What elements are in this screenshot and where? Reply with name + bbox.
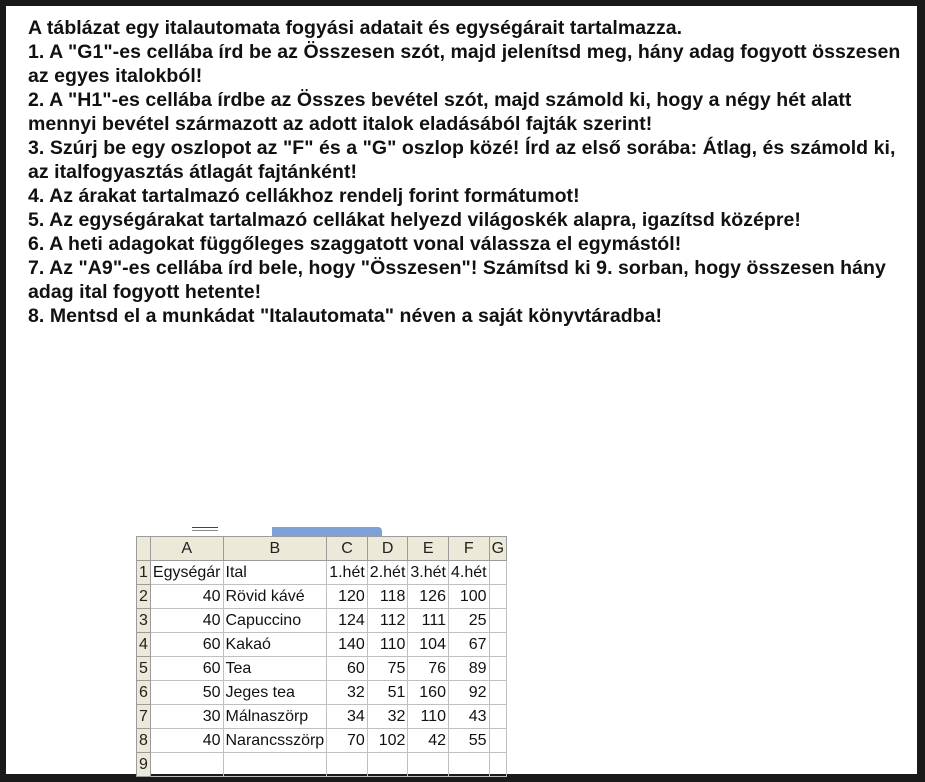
row-header[interactable]: 4	[137, 633, 151, 657]
cell-d6[interactable]: 51	[367, 681, 408, 705]
cell-f1[interactable]: 4.hét	[448, 561, 489, 585]
cell-f4[interactable]: 67	[448, 633, 489, 657]
cell-c4[interactable]: 140	[327, 633, 368, 657]
intro-text: A táblázat egy italautomata fogyási adatait és egységárait tartalmazza.	[28, 17, 683, 39]
table-row	[137, 561, 507, 585]
column-header-f[interactable]: F	[448, 537, 489, 561]
cell-d1[interactable]: 2.hét	[367, 561, 408, 585]
table-row	[137, 729, 507, 753]
cell-e5[interactable]: 76	[408, 657, 449, 681]
task-4: 4. Az árakat tartalmazó cellákhoz rendelj forint formátumot!	[28, 185, 580, 207]
row-header[interactable]: 8	[137, 729, 151, 753]
column-header-b[interactable]: B	[223, 537, 327, 561]
task-2: 2. A "H1"-es cellába írdbe az Összes bevétel szót, majd számold ki, hogy a négy hét alatt mennyi bevétel származott az adott italok eladásából fajták szerint!	[28, 89, 852, 135]
cell-b5[interactable]: Tea	[223, 657, 327, 681]
cell-a5[interactable]: 60	[150, 657, 223, 681]
cell-g4[interactable]	[489, 633, 506, 657]
cell-d4[interactable]: 110	[367, 633, 408, 657]
cell-c9[interactable]	[327, 753, 368, 777]
cell-g7[interactable]	[489, 705, 506, 729]
task-3: 3. Szúrj be egy oszlopot az "F" és a "G" oszlop közé! Írd az első sorába: Átlag, és számold ki, az italfogyasztás átlagát fajtánként!	[28, 137, 896, 183]
table-row	[137, 753, 507, 777]
cell-d9[interactable]	[367, 753, 408, 777]
cell-a7[interactable]: 30	[150, 705, 223, 729]
task-7: 7. Az "A9"-es cellába írd bele, hogy "Összesen"! Számítsd ki 9. sorban, hogy összesen hány adag ital fogyott hetente!	[28, 257, 886, 303]
cell-e4[interactable]: 104	[408, 633, 449, 657]
cell-e2[interactable]: 126	[408, 585, 449, 609]
row-header[interactable]: 6	[137, 681, 151, 705]
spreadsheet-grid	[136, 536, 507, 777]
cell-e3[interactable]: 111	[408, 609, 449, 633]
cell-d8[interactable]: 102	[367, 729, 408, 753]
cell-a2[interactable]: 40	[150, 585, 223, 609]
cell-a1[interactable]: Egységár	[150, 561, 223, 585]
column-header-d[interactable]: D	[367, 537, 408, 561]
cell-c2[interactable]: 120	[327, 585, 368, 609]
cell-a4[interactable]: 60	[150, 633, 223, 657]
cell-b8[interactable]: Narancsszörp	[223, 729, 327, 753]
row-header[interactable]: 1	[137, 561, 151, 585]
table-row	[137, 657, 507, 681]
column-header-a[interactable]: A	[150, 537, 223, 561]
table-row	[137, 705, 507, 729]
table-row	[137, 609, 507, 633]
cell-b7[interactable]: Málnaszörp	[223, 705, 327, 729]
cropped-toolbar-mark	[192, 527, 218, 528]
table-row	[137, 681, 507, 705]
task-5: 5. Az egységárakat tartalmazó cellákat helyezd világoskék alapra, igazítsd középre!	[28, 209, 801, 231]
cell-b4[interactable]: Kakaó	[223, 633, 327, 657]
cell-e6[interactable]: 160	[408, 681, 449, 705]
column-header-row	[137, 537, 507, 561]
cell-a8[interactable]: 40	[150, 729, 223, 753]
cell-f6[interactable]: 92	[448, 681, 489, 705]
cell-d2[interactable]: 118	[367, 585, 408, 609]
task-1: 1. A "G1"-es cellába írd be az Összesen szót, majd jelenítsd meg, hány adag fogyott összesen az egyes italokból!	[28, 41, 901, 87]
cell-a9[interactable]	[150, 753, 223, 777]
column-header-g[interactable]: G	[489, 537, 506, 561]
instructions-block	[28, 16, 908, 328]
cell-b6[interactable]: Jeges tea	[223, 681, 327, 705]
cell-g5[interactable]	[489, 657, 506, 681]
cell-b2[interactable]: Rövid kávé	[223, 585, 327, 609]
row-header[interactable]: 3	[137, 609, 151, 633]
row-header[interactable]: 2	[137, 585, 151, 609]
table-row	[137, 633, 507, 657]
cell-a6[interactable]: 50	[150, 681, 223, 705]
cell-c8[interactable]: 70	[327, 729, 368, 753]
column-header-e[interactable]: E	[408, 537, 449, 561]
cell-d3[interactable]: 112	[367, 609, 408, 633]
cell-f5[interactable]: 89	[448, 657, 489, 681]
column-header-c[interactable]: C	[327, 537, 368, 561]
task-6: 6. A heti adagokat függőleges szaggatott vonal válassza el egymástól!	[28, 233, 682, 255]
cell-c7[interactable]: 34	[327, 705, 368, 729]
cell-d5[interactable]: 75	[367, 657, 408, 681]
cell-f2[interactable]: 100	[448, 585, 489, 609]
row-header[interactable]: 9	[137, 753, 151, 777]
cell-g3[interactable]	[489, 609, 506, 633]
cell-b3[interactable]: Capuccino	[223, 609, 327, 633]
cell-c6[interactable]: 32	[327, 681, 368, 705]
cell-c5[interactable]: 60	[327, 657, 368, 681]
cropped-toolbar-mark	[192, 530, 218, 531]
select-all-corner[interactable]	[137, 537, 151, 561]
cropped-selection-highlight	[272, 527, 382, 536]
cell-g1[interactable]	[489, 561, 506, 585]
cell-a3[interactable]: 40	[150, 609, 223, 633]
cell-f9[interactable]	[448, 753, 489, 777]
cell-d7[interactable]: 32	[367, 705, 408, 729]
cell-b1[interactable]: Ital	[223, 561, 327, 585]
task-8: 8. Mentsd el a munkádat "Italautomata" néven a saját könyvtáradba!	[28, 305, 663, 327]
cell-e7[interactable]: 110	[408, 705, 449, 729]
row-header[interactable]: 7	[137, 705, 151, 729]
cell-g2[interactable]	[489, 585, 506, 609]
cell-f3[interactable]: 25	[448, 609, 489, 633]
cropped-toolbar	[136, 522, 672, 536]
cell-g9[interactable]	[489, 753, 506, 777]
cell-g6[interactable]	[489, 681, 506, 705]
cell-e1[interactable]: 3.hét	[408, 561, 449, 585]
cell-e8[interactable]: 42	[408, 729, 449, 753]
cell-c1[interactable]: 1.hét	[327, 561, 368, 585]
cell-g8[interactable]	[489, 729, 506, 753]
row-header[interactable]: 5	[137, 657, 151, 681]
cell-e9[interactable]	[408, 753, 449, 777]
cell-f7[interactable]: 43	[448, 705, 489, 729]
cell-b9[interactable]	[223, 753, 327, 777]
cell-c3[interactable]: 124	[327, 609, 368, 633]
cell-f8[interactable]: 55	[448, 729, 489, 753]
table-row	[137, 585, 507, 609]
